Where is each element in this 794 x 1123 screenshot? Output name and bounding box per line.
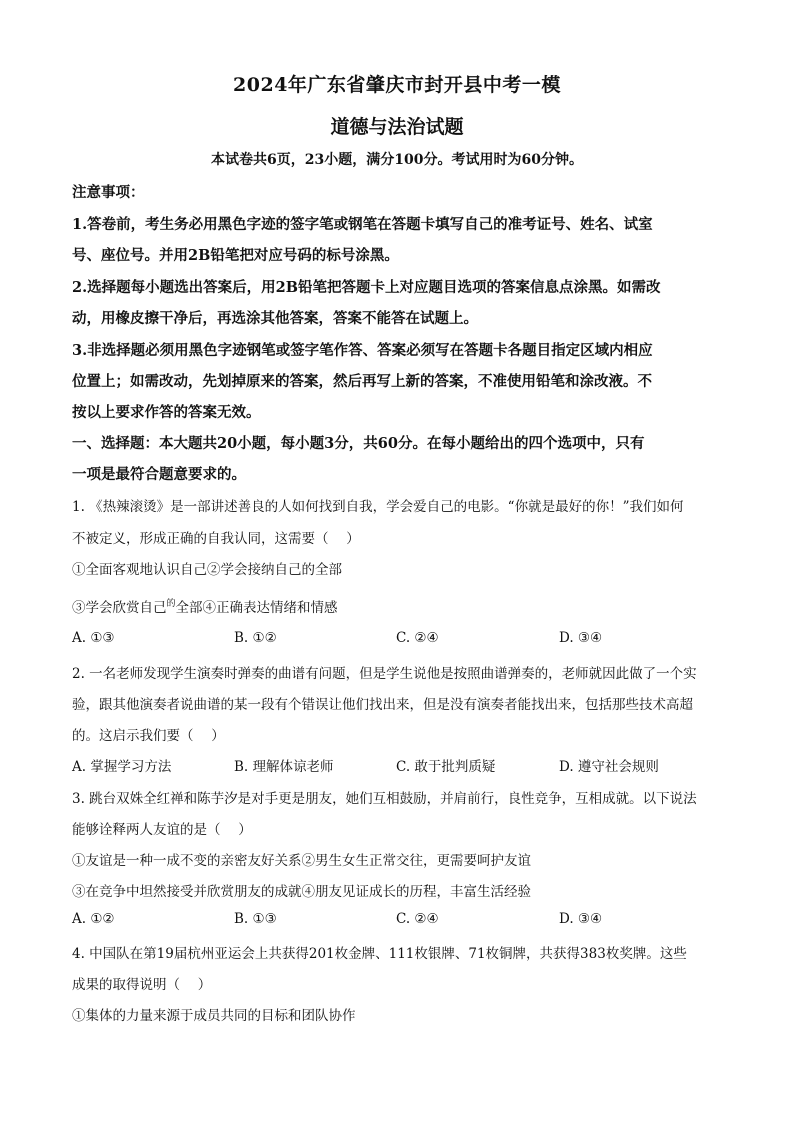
- q2-option-b: B. 理解体谅老师: [234, 759, 334, 775]
- q1-option-c: C. ②④: [396, 630, 439, 646]
- q2-option-c: C. 敢于批判质疑: [396, 759, 496, 775]
- q2-stem: 验，跟其他演奏者说曲谱的某一段有个错误让他们找出来，但是没有演奏者能找出来，包括那些技术高超: [72, 697, 693, 713]
- notice-line: 2.选择题每小题选出答案后，用2B铅笔把答题卡上对应题目选项的答案信息点涂黑。如需改: [72, 279, 661, 296]
- q2-option-a: A. 掌握学习方法: [72, 759, 172, 775]
- q1-stem: 不被定义，形成正确的自我认同，这需要（ ）: [72, 531, 360, 547]
- notice-line: 按以上要求作答的答案无效。: [72, 404, 261, 421]
- q1-stem: 1. 《热辣滚烫》是一部讲述善良的人如何找到自我，学会爱自己的电影。“你就是最好的你！”我们如何: [72, 499, 684, 515]
- q1-option-b: B. ①②: [234, 630, 277, 646]
- q1-option-d: D. ③④: [559, 630, 603, 646]
- q3-option-b: B. ①③: [234, 911, 277, 927]
- section-heading: 一、选择题：本大题共20小题，每小题3分，共60分。在每小题给出的四个选项中，只有: [72, 435, 645, 452]
- section-heading: 一项是最符合题意要求的。: [72, 466, 246, 483]
- q1-statement: ③学会欣赏自己$^的$全部④正确表达情绪和情感: [72, 599, 338, 616]
- exam-info: 本试卷共6页，23小题，满分100分。考试用时为60分钟。: [211, 152, 583, 168]
- q1-option-a: A. ①③: [72, 630, 115, 646]
- q3-option-a: A. ①②: [72, 911, 115, 927]
- q3-stem: 3. 跳台双姝全红禅和陈芋汐是对手更是朋友，她们互相鼓励，并肩前行，良性竞争，互相成就。以下说法: [72, 791, 697, 807]
- q4-stem: 成果的取得说明（ ）: [72, 977, 212, 993]
- notice-line: 位置上；如需改动，先划掉原来的答案，然后再写上新的答案，不准使用铅笔和涂改液。不: [72, 373, 652, 390]
- exam-subtitle: 道德与法治试题: [330, 116, 464, 138]
- q3-statement: ①友谊是一种一成不变的亲密友好关系②男生女生正常交往，更需要呵护友谊: [72, 853, 531, 869]
- q3-option-c: C. ②④: [396, 911, 439, 927]
- q2-option-d: D. 遵守社会规则: [559, 759, 659, 775]
- q2-stem: 2. 一名老师发现学生演奏时弹奏的曲谱有问题，但是学生说他是按照曲谱弹奏的，老师就因此做了一个实: [72, 666, 697, 682]
- q3-option-d: D. ③④: [559, 911, 603, 927]
- q1-statement: ①全面客观地认识自己②学会接纳自己的全部: [72, 562, 342, 578]
- q4-stem: 4. 中国队在第19届杭州亚运会上共获得201枚金牌、111枚银牌、71枚铜牌，共获得383枚奖牌。这些: [72, 946, 687, 962]
- notice-heading: 注意事项：: [72, 184, 145, 201]
- notice-line: 动，用橡皮擦干净后，再选涂其他答案，答案不能答在试题上。: [72, 310, 478, 327]
- q1-superscript: 的: [166, 599, 176, 609]
- q2-stem: 的。这启示我们要（ ）: [72, 728, 225, 744]
- exam-title: 2024年广东省肇庆市封开县中考一模: [233, 74, 561, 96]
- q3-stem: 能够诠释两人友谊的是（ ）: [72, 822, 252, 838]
- notice-line: 1.答卷前，考生务必用黑色字迹的签字笔或钢笔在答题卡填写自己的准考证号、姓名、试室: [72, 216, 653, 233]
- q4-statement: ①集体的力量来源于成员共同的目标和团队协作: [72, 1008, 356, 1024]
- notice-line: 号、座位号。并用2B铅笔把对应号码的标号涂黑。: [72, 247, 399, 264]
- notice-line: 3.非选择题必须用黑色字迹钢笔或签字笔作答、答案必须写在答题卡各题目指定区域内相应: [72, 342, 653, 359]
- q3-statement: ③在竞争中坦然接受并欣赏朋友的成就④朋友见证成长的历程，丰富生活经验: [72, 884, 531, 900]
